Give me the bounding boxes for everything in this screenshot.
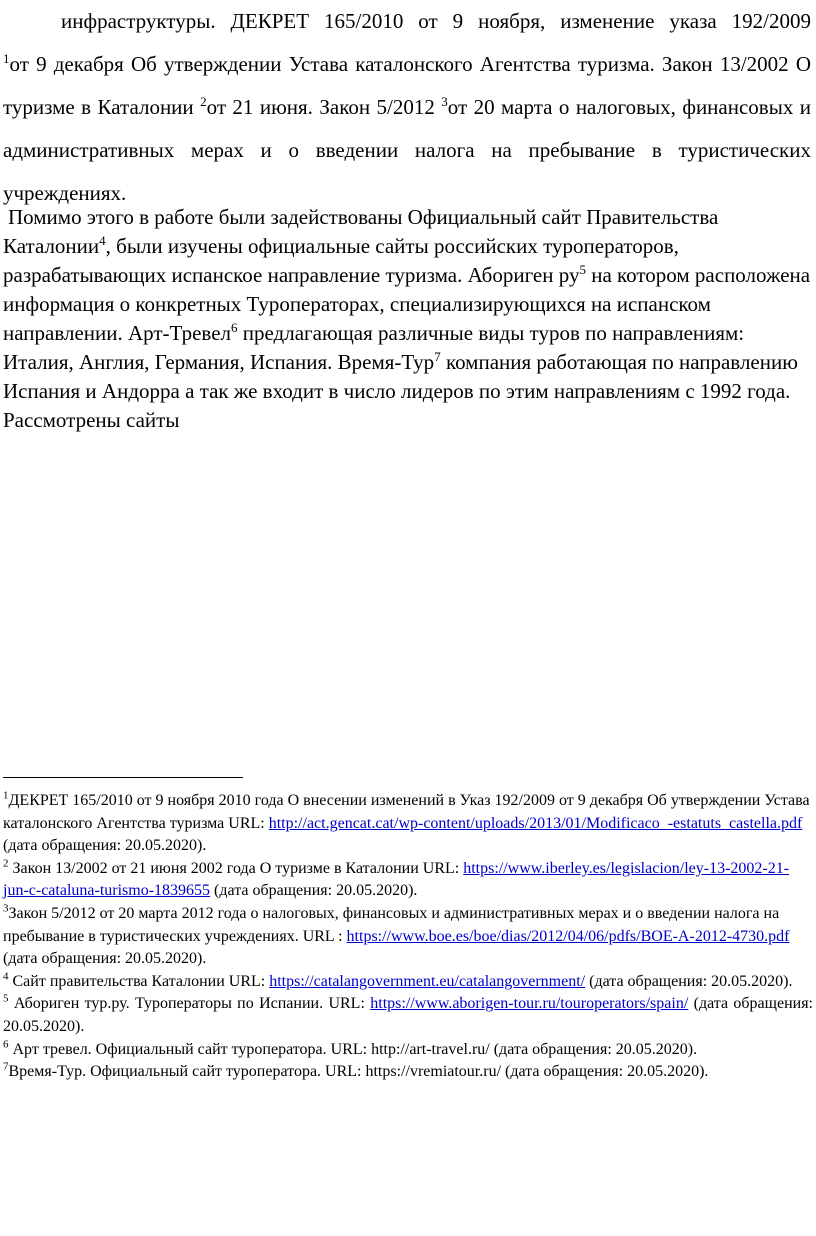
footnote-3 bbox=[3, 903, 813, 971]
footnote-6 bbox=[3, 1039, 813, 1062]
footnote-number: 6 bbox=[3, 1038, 9, 1051]
footnote-date: (дата обращения: 20.05.2020). bbox=[3, 950, 207, 968]
footnote-ref[interactable]: 4 bbox=[99, 233, 106, 248]
footnote-text: Закон 5/2012 от 20 марта 2012 года о налоговых, финансовых и административных мерах и о введении налога на пребывание в туристических учреждениях. URL : bbox=[3, 904, 780, 945]
paragraph-legal-sources bbox=[3, 0, 811, 215]
footnote-link[interactable]: https://www.boe.es/boe/dias/2012/04/06/pdfs/BOE-A-2012-4730.pdf bbox=[346, 927, 790, 945]
paragraph-text: предлагающая различные виды туров по направлениям: Италия, Англия, Германия, Испания. Время-Тур bbox=[3, 321, 745, 374]
footnote-text: ДЕКРЕТ 165/2010 от 9 ноября 2010 года О внесении изменений в Указ 192/2009 от 9 декабря Об утверждении Устава каталонского Агентства туризма URL: bbox=[3, 792, 810, 832]
footnote-ref[interactable]: 6 bbox=[231, 320, 238, 335]
footnote-text: Арт тревел. Официальный сайт туроператора. URL: http://art-travel.ru/ (дата обращения: 20.05.2020). bbox=[8, 1040, 698, 1058]
footnote-1 bbox=[3, 790, 813, 858]
footnote-text: Время-Тур. Официальный сайт туроператора. URL: https://vremiatour.ru/ (дата обращения: 20.05.2020). bbox=[8, 1063, 709, 1081]
footnote-date: (дата обращения: 20.05.2020). bbox=[210, 882, 418, 900]
footnote-date: (дата обращения: 20.05.2020). bbox=[3, 837, 207, 855]
footnote-ref[interactable]: 7 bbox=[434, 349, 441, 364]
footnote-link[interactable]: https://www.aborigen-tour.ru/touroperators/spain/ bbox=[370, 995, 689, 1013]
paragraph-text: компания работающая по направлению Испания и Андорра а так же входит в число лидеров по этим направлениям с 1992 года. Рассмотрены сайты bbox=[3, 350, 798, 432]
footnote-number: 5 bbox=[3, 993, 9, 1006]
footnote-ref[interactable]: 3 bbox=[441, 94, 448, 109]
paragraph-text: на котором расположена информация о конкретных Туроператорах, специализирующихся на испанском направлении. Арт-Тревел bbox=[3, 263, 811, 345]
footnote-text: Закон 13/2002 от 21 июня 2002 года О туризме в Каталонии URL: bbox=[8, 859, 464, 877]
footnote-separator bbox=[3, 777, 243, 778]
footnote-number: 3 bbox=[3, 902, 9, 915]
footnote-2 bbox=[3, 858, 813, 903]
footnote-ref[interactable]: 5 bbox=[579, 262, 586, 277]
paragraph-websites bbox=[3, 203, 811, 435]
footnote-4 bbox=[3, 971, 813, 994]
footnote-date: (дата обращения: 20.05.2020). bbox=[3, 995, 813, 1035]
paragraph-line: инфраструктуры. ДЕКРЕТ 165/2010 от 9 ноября, изменение указа 192/2009 bbox=[61, 9, 811, 33]
footnote-link[interactable]: https://catalangovernment.eu/catalangovernment/ bbox=[269, 972, 586, 990]
footnote-ref[interactable]: 1 bbox=[3, 51, 10, 66]
paragraph-text: от 20 марта о налоговых, финансовых и административных мерах и о введении налога на пребывание в туристических учреждениях. bbox=[3, 95, 811, 205]
footnote-link[interactable]: https://www.iberley.es/legislacion/ley-13-2002-21-jun-c-cataluna-turismo-1839655 bbox=[3, 859, 790, 900]
footnote-7 bbox=[3, 1061, 813, 1084]
paragraph-text: от 21 июня. Закон 5/2012 bbox=[206, 95, 442, 119]
footnote-ref[interactable]: 2 bbox=[200, 94, 207, 109]
footnote-link[interactable]: http://act.gencat.cat/wp-content/uploads/2013/01/Modificaco_-estatuts_castella.pdf bbox=[268, 814, 803, 832]
footnote-5 bbox=[3, 993, 813, 1038]
footnote-date: (дата обращения: 20.05.2020). bbox=[585, 972, 793, 990]
footnote-number: 1 bbox=[3, 789, 9, 802]
footnote-number: 7 bbox=[3, 1060, 9, 1073]
paragraph-text: , были изучены официальные сайты российских туроператоров, разрабатывающих испанское направление туризма. Абориген ру bbox=[3, 234, 679, 287]
footnotes bbox=[3, 790, 813, 1084]
footnote-text: Абориген тур.ру. Туроператоры по Испании. URL: bbox=[8, 995, 371, 1013]
paragraph-text: от 9 декабря Об утверждении Устава каталонского Агентства туризма. Закон 13/2002 О туризме в Каталонии bbox=[3, 52, 811, 119]
paragraph-text: Помимо этого в работе были задействованы Официальный сайт Правительства Каталонии bbox=[3, 205, 719, 258]
footnote-number: 2 bbox=[3, 857, 9, 870]
footnote-text: Сайт правительства Каталонии URL: bbox=[8, 972, 270, 990]
footnote-number: 4 bbox=[3, 970, 9, 983]
